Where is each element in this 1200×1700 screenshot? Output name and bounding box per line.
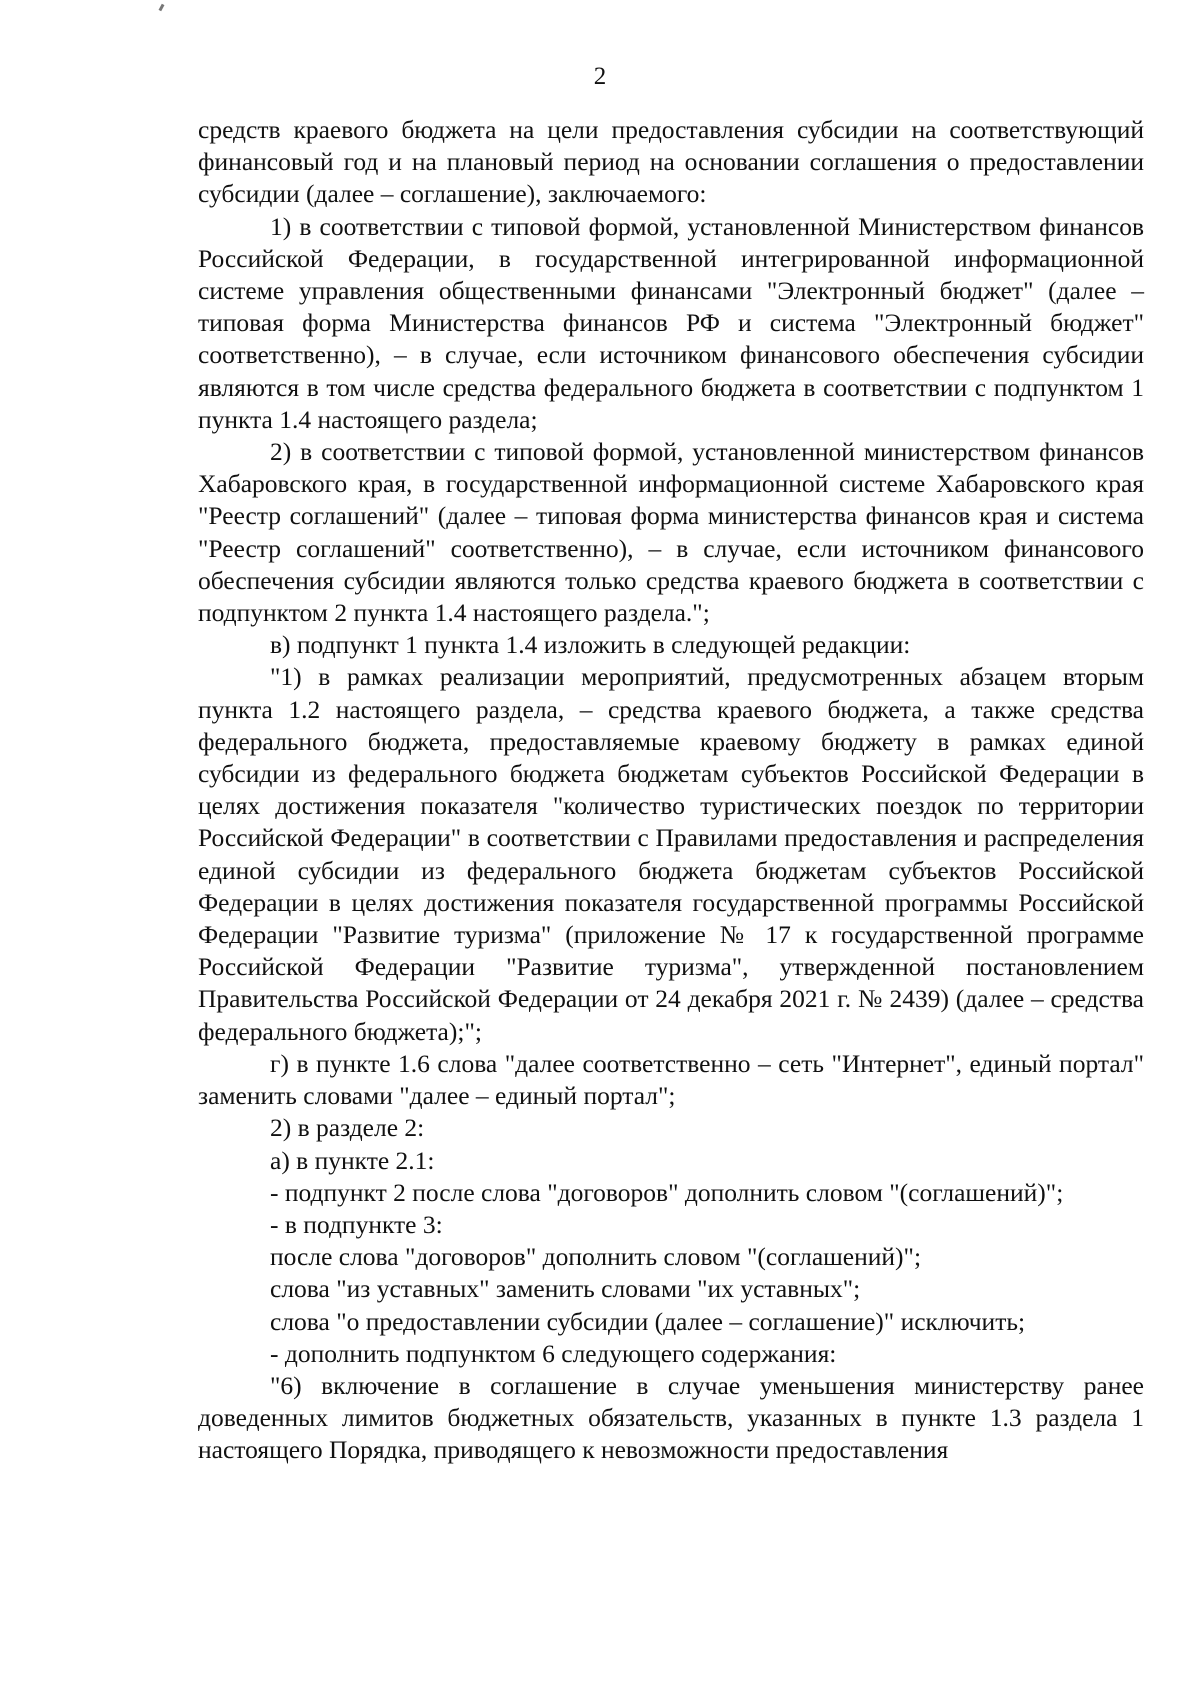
paragraph-replace-statutory: слова "из уставных" заменить словами "их уставных";	[270, 1274, 861, 1304]
paragraph-dash-subitem-2: - подпункт 2 после слова "договоров" дополнить словом "(соглашений)";	[270, 1177, 1064, 1207]
paragraph-add-subitem-6: - дополнить подпунктом 6 следующего содержания:	[270, 1338, 837, 1368]
paragraph-continuation: средств краевого бюджета на цели предоставления субсидии на соответствующий финансовый год и на плановый период на основании соглашения о предоставлении субсидии (далее – соглашение), заключаемого:	[198, 115, 1144, 209]
paragraph-exclude-words: слова "о предоставлении субсидии (далее – соглашение)" исключить;	[270, 1306, 1026, 1336]
paragraph-item-v: в) подпункт 1 пункта 1.4 изложить в следующей редакции:	[270, 630, 911, 660]
paragraph-after-word-agreements: после слова "договоров" дополнить словом "(соглашений)";	[270, 1242, 922, 1272]
paragraph-item-2-regional-form: 2) в соответствии с типовой формой, установленной министерством финансов Хабаровского края, в государственной информационной системе Хабаровского края "Реестр соглашений" (далее – типовая форма министерства финансов края и система "Реестр соглашений" соответственно), – в случае, если источником финансового обеспечения субсидии являются только средства краевого бюджета в соответствии с подпунктом 2 пункта 1.4 настоящего раздела.";	[198, 437, 1144, 628]
document-body	[198, 114, 1144, 1467]
paragraph-item-a: а) в пункте 2.1:	[270, 1145, 435, 1175]
page-number: 2	[593, 63, 607, 90]
paragraph-quoted-subitem-1: "1) в рамках реализации мероприятий, предусмотренных абзацем вторым пункта 1.2 настоящего раздела, – средства краевого бюджета, а также средства федерального бюджета, предоставляемые краевому бюджету в рамках единой субсидии из федерального бюджета бюджетам субъектов Российской Федерации в целях достижения показателя "количество туристических поездок по территории Российской Федерации" в соответствии с Правилами предоставления и распределения единой субсидии из федерального бюджета бюджетам субъектов Российской Федерации в целях достижения показателя государственной программы Российской Федерации "Развитие туризма" (приложение № 17 к государственной программе Российской Федерации "Развитие туризма", утвержденной постановлением Правительства Российской Федерации от 24 декабря 2021 г. № 2439) (далее – средства федерального бюджета);";	[198, 662, 1144, 1046]
paragraph-quoted-subitem-6: "6) включение в соглашение в случае уменьшения министерству ранее доведенных лимитов бюджетных обязательств, указанных в пункте 1.3 раздела 1 настоящего Порядка, приводящего к невозможности предоставления	[198, 1370, 1144, 1465]
paragraph-item-g: г) в пункте 1.6 слова "далее соответственно – сеть "Интернет", единый портал" заменить словами "далее – единый портал";	[198, 1048, 1144, 1111]
scan-artifact-mark	[159, 4, 165, 12]
paragraph-section-2-heading: 2) в разделе 2:	[270, 1113, 425, 1143]
paragraph-item-1-federal-form: 1) в соответствии с типовой формой, установленной Министерством финансов Российской Федерации, в государственной интегрированной информационной системе управления общественными финансами "Электронный бюджет" (далее – типовая форма Министерства финансов РФ и система "Электронный бюджет" соответственно), – в случае, если источником финансового обеспечения субсидии являются в том числе средства федерального бюджета в соответствии с подпунктом 1 пункта 1.4 настоящего раздела;	[198, 211, 1144, 434]
paragraph-dash-subitem-3: - в подпункте 3:	[270, 1209, 443, 1239]
